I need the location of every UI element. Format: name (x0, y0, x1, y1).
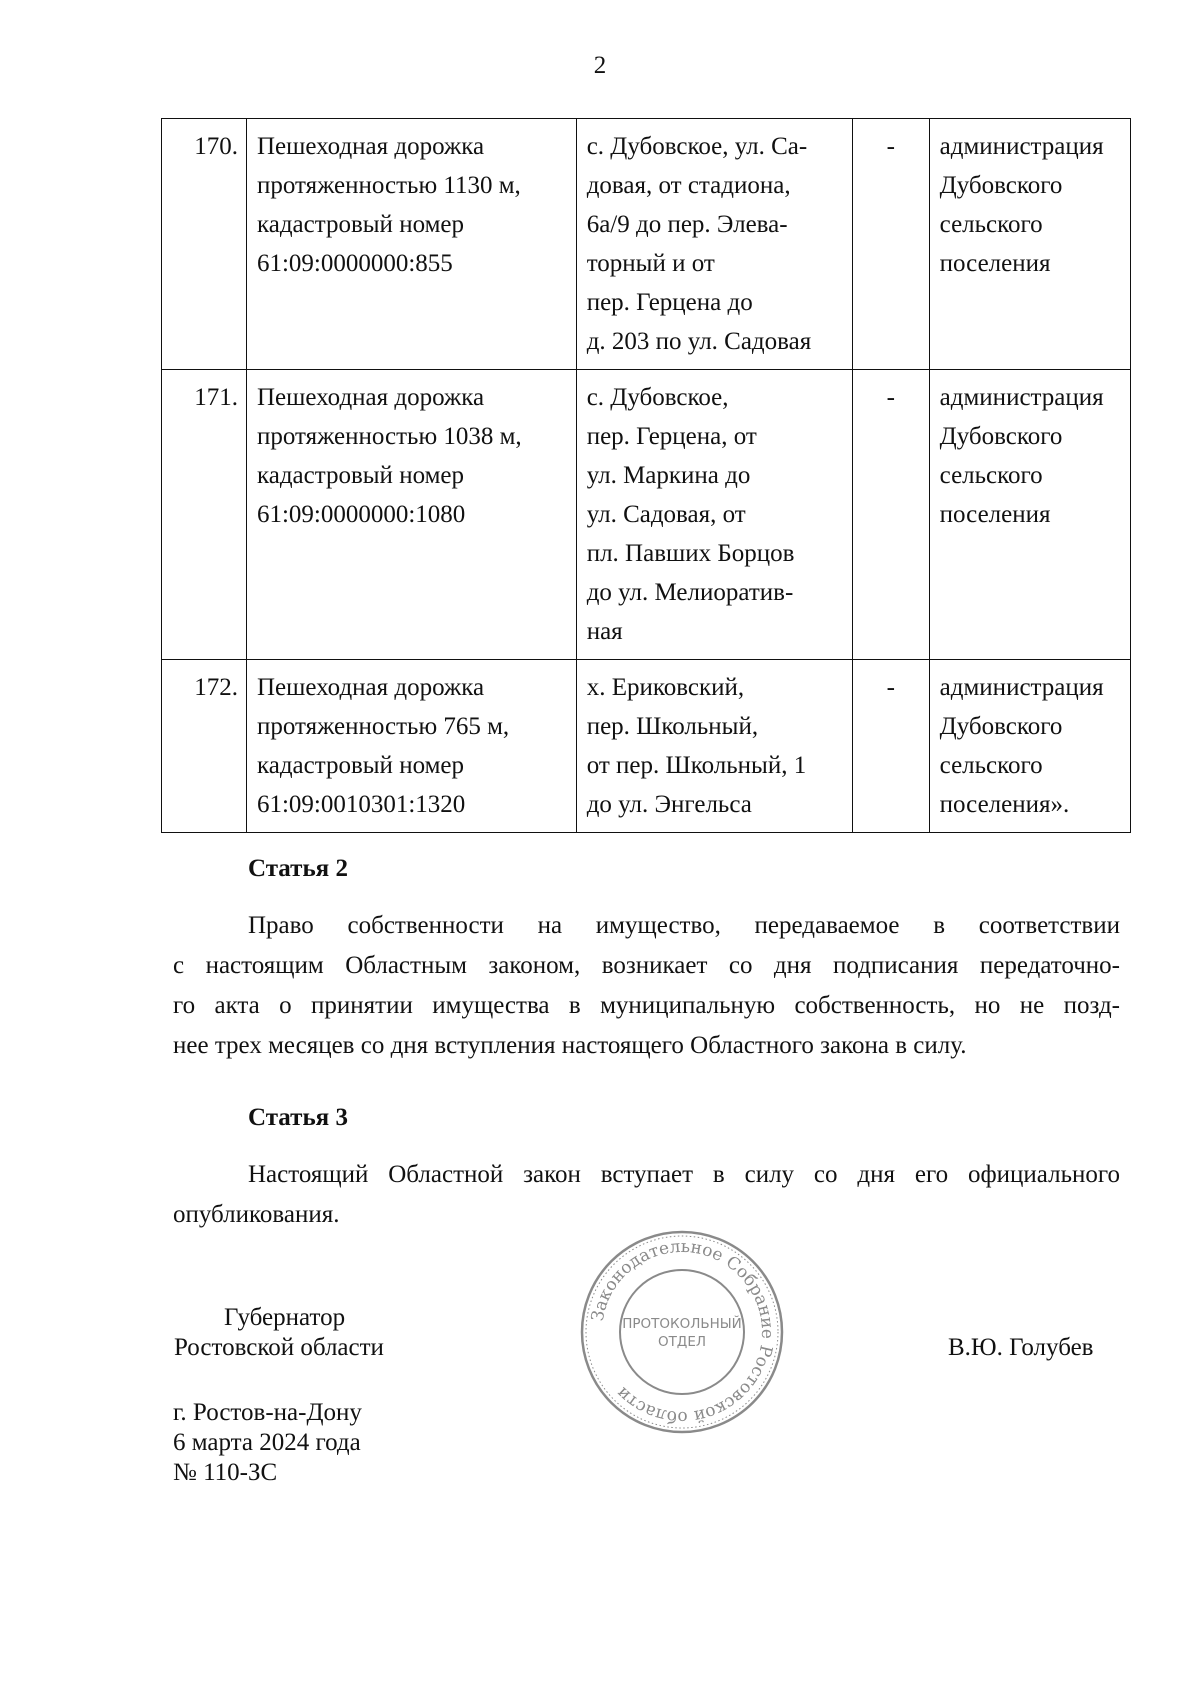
article-3-line: Настоящий Областной закон вступает в силу со дня его официального (248, 1161, 1120, 1188)
governor-title-line2: Ростовской области (174, 1334, 384, 1361)
signing-date: 6 марта 2024 года (173, 1429, 361, 1456)
stamp-ring-text: Законодательное Собрание Ростовской области (587, 1236, 778, 1428)
official-stamp (578, 1228, 786, 1436)
table-row (162, 660, 1131, 833)
stamp-center-line1: ПРОТОКОЛЬНЫЙ (622, 1316, 742, 1332)
property-table (161, 118, 1131, 833)
row-number: 171. (162, 370, 247, 660)
object-address: с. Дубовское, ул. Са- довая, от стадиона, 6а/9 до пер. Элева- торный и от пер. Герцена до д. 203 по ул. Садовая (586, 133, 812, 355)
article-2-line: Право собственности на имущество, передаваемое в соответствии (248, 912, 1120, 939)
row-number: 172. (162, 660, 247, 833)
governor-title-line1: Губернатор (224, 1304, 346, 1331)
article-3-title: Статья 3 (248, 1104, 348, 1131)
stamp-center-ring (620, 1270, 744, 1394)
article-3-line: опубликования. (173, 1201, 340, 1228)
stamp-center-line2: ОТДЕЛ (657, 1334, 707, 1350)
object-dash: - (852, 660, 929, 833)
article-2-line: го акта о принятии имущества в муниципальную собственность, но не позд- (173, 992, 1120, 1019)
row-number: 170. (162, 119, 247, 370)
object-address: х. Ериковский, пер. Школьный, от пер. Школьный, 1 до ул. Энгельса (586, 674, 807, 818)
page-number: 2 (593, 52, 607, 79)
signing-place: г. Ростов-на-Дону (173, 1399, 362, 1426)
object-dash: - (852, 119, 929, 370)
object-owner: администрация Дубовского сельского поселения (939, 133, 1104, 277)
object-address: с. Дубовское, пер. Герцена, от ул. Маркина до ул. Садовая, от пл. Павших Борцов до ул. Мелиоратив- ная (586, 384, 795, 645)
object-owner: администрация Дубовского сельского поселения (939, 384, 1104, 528)
table-row (162, 370, 1131, 660)
article-2-text (173, 906, 1120, 1066)
object-name: Пешеходная дорожка протяженностью 1130 м, кадастровый номер 61:09:0000000:855 (256, 133, 521, 277)
article-2-line: с настоящим Областным законом, возникает со дня подписания передаточно- (173, 952, 1120, 979)
article-3-text (173, 1155, 1120, 1235)
object-dash: - (852, 370, 929, 660)
article-2-title: Статья 2 (248, 855, 348, 882)
stamp-outer-ring (582, 1232, 782, 1432)
object-name: Пешеходная дорожка протяженностью 765 м, кадастровый номер 61:09:0010301:1320 (256, 674, 510, 818)
article-2-line: нее трех месяцев со дня вступления настоящего Областного закона в силу. (173, 1032, 967, 1059)
object-owner: администрация Дубовского сельского поселения». (939, 674, 1104, 818)
law-number: № 110-ЗС (173, 1459, 278, 1486)
table-row (162, 119, 1131, 370)
signatory-name: В.Ю. Голубев (948, 1334, 1094, 1361)
object-name: Пешеходная дорожка протяженностью 1038 м, кадастровый номер 61:09:0000000:1080 (256, 384, 522, 528)
